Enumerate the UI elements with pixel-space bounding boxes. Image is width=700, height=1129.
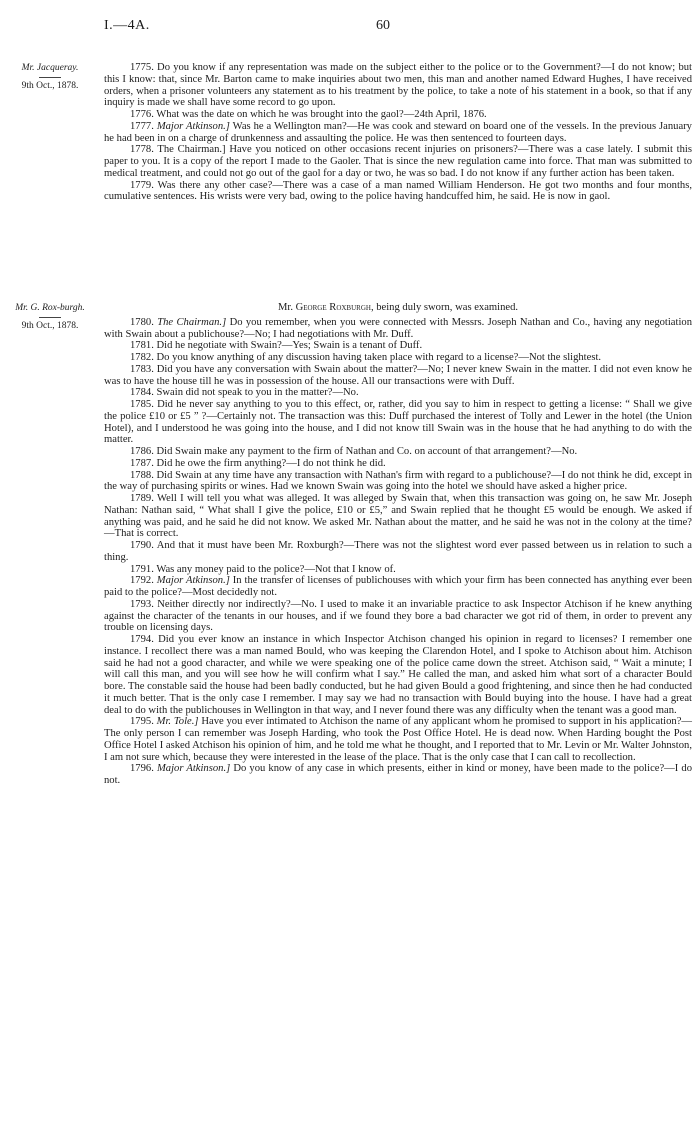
- paragraph-text: Was any money paid to the police?—Not that I know of.: [156, 563, 396, 575]
- paragraph: 1776. What was the date on which he was brought into the gaol?—24th April, 1876.: [130, 109, 487, 120]
- question-number: 1777.: [130, 120, 154, 132]
- paragraph: [104, 599, 692, 634]
- paragraph: 1778. The Chairman.] Have you noticed on other occasions recent injuries on prisoners?—There was a case lately. I submit this paper to you. It is a copy of the report I made to the Gaoler. That is since the new regulation came into force. That man was submitted to medical treatment, and could not go out of the gaol for a day or two, he was so bad. I do not know if any further action has been taken.: [104, 144, 692, 179]
- paragraph-text: Did you ever know an instance in which Inspector Atchison changed his opinion in regard to licenses? I remember one instance. I recollect there was a man named Bould, who was keeping the Clarendon Hotel, and I spoke to Atchison about him. Atchison said he had not a good character, and while we were speaking one of the police came down the street. Atchison said, “ Wait a minute; I will call this man, and you will see how he will confirm what I say.” He called the man, and asked him what sort of a character Bould bore. The constable said the house had been badly conducted, but he had given Bould a good frightening, and since then he had conducted it much better. That is the only case I remember. I may say we had no transaction with Bould buying into the house. I have had a great deal to do with the publichouses in Wellington in that way, and I never found there was any difficulty when the tenant was a good man.: [104, 634, 692, 716]
- margin-note-witness-2: [2, 303, 98, 332]
- section-heading: Mr. George Roxburgh, being duly sworn, was examined.: [277, 302, 519, 313]
- paragraph: [104, 446, 692, 458]
- paragraph: [104, 399, 692, 446]
- paragraph: [104, 387, 692, 399]
- paragraph: [104, 575, 692, 599]
- paragraph-text: Do you remember, when you were connected with Messrs. Joseph Nathan and Co., having any negotiation with Swain about a publichouse?—No; I had negotiations with Mr. Duff.: [104, 316, 692, 340]
- paragraph-text: Did he never say anything to you to this effect, or, rather, did you say to him in respect to getting a license: “ Shall we give the police £10 or £5 ” ?—Certainly not. The transaction was this: Duff purchased the interest of Tolly and Lewer in the hotel (the Union Hotel), and I understood he was going into the house, and I did not know till Swain was in the house that he had anything to do with the matter.: [104, 399, 692, 446]
- paragraph: [104, 716, 692, 763]
- paper-reference: I.—4A.: [104, 18, 150, 33]
- question-number: 1785.: [130, 399, 154, 410]
- paragraph: 1779. Was there any other case?—There was a case of a man named William Henderson. He got two months and four months, cumulative sentences. His wrists were very bad, owing to the police having handcuffed him, he said. He is now in gaol.: [104, 179, 692, 203]
- witness-name: Mr. Jacqueray.: [21, 63, 79, 73]
- paragraph: [104, 493, 692, 540]
- speaker: Major Atkinson.]: [156, 575, 230, 587]
- question-number: 1789.: [130, 493, 154, 504]
- paragraph-text: In the transfer of licenses of publichouses with which your firm has been connected has anything ever been paid to the police?—Most decidedly not.: [104, 575, 692, 598]
- paragraph: [104, 470, 692, 494]
- question-number: 1790.: [130, 540, 154, 551]
- paragraph-text: Was he a Wellington man?—He was cook and steward on board one of the vessels. In the previous January he had been in on a charge of drunkenness and assaulting the police. He was then sentenced to fourteen days.: [104, 120, 692, 144]
- paragraph: [104, 352, 692, 364]
- paragraph-text: Did Swain at any time have any transaction with Nathan's firm with regard to a publichouse?—I do not think he did, except in the way of purchasing spirits or wines. Had we known Swain was going into the hotel we should have asked a higher price.: [104, 469, 692, 493]
- paragraph-text: Do you know anything of any discussion having taken place with regard to a license?—Not the slightest.: [156, 352, 602, 363]
- paragraph: [104, 317, 692, 341]
- paragraph-text: Did he owe the firm anything?—I do not think he did.: [156, 457, 386, 469]
- witness-name: Mr. G. Rox-burgh.: [15, 303, 85, 313]
- paragraph-text: Did you have any conversation with Swain about the matter?—No; I never knew Swain in the matter. I did not even know he was to have the house till he was in possession of the house. All our transactions were with Duff.: [104, 363, 692, 387]
- speaker: Major Atkinson.]: [156, 763, 231, 775]
- question-number: 1786.: [130, 446, 154, 457]
- witness-full-name: George Roxburgh: [295, 302, 371, 313]
- paragraph-text: Neither directly nor indirectly?—No. I used to make it an invariable practice to ask Inspector Atchison if he knew anything against the character of the tenants in our houses, and if we found they bore a bad character we got rid of them, in order to prevent any trouble on licensing days.: [104, 598, 693, 634]
- speaker: Mr. Tole.]: [156, 716, 199, 728]
- paragraph-text: Well I will tell you what was alleged. It was alleged by Swain that, when this transaction was going on, he saw Mr. Joseph Nathan: Nathan said, “ What shall I give the police, £10 or £5,” and Swain replied that he thought £5 would be enough. We asked if anything was paid, and he said he did not know. We asked Mr. Nathan about the matter, and he said he was not in the colony at the time?—That is correct.: [104, 493, 692, 540]
- paragraph: [104, 634, 692, 716]
- question-number: 1792.: [130, 575, 154, 587]
- question-number: 1795.: [130, 716, 154, 728]
- paragraph-text: And that it must have been Mr. Roxburgh?—There was not the slightest word ever passed between us in relation to such a thing.: [104, 540, 692, 563]
- paragraph: [104, 364, 692, 388]
- paragraph-text: Did he negotiate with Swain?—Yes; Swain is a tenant of Duff.: [156, 340, 423, 352]
- paragraph: [104, 340, 692, 352]
- witness-date: 9th Oct., 1878.: [21, 321, 79, 331]
- question-number: 1781.: [130, 340, 154, 352]
- question-number: 1787.: [130, 457, 154, 469]
- speaker: Major Atkinson.]: [156, 120, 230, 132]
- question-number: 1791.: [130, 563, 154, 575]
- question-number: 1783.: [130, 363, 154, 375]
- paragraph: [104, 763, 692, 787]
- paragraph-text: Did Swain make any payment to the firm of Nathan and Co. on account of that arrangement?—No.: [156, 446, 578, 457]
- question-number: 1794.: [130, 634, 154, 645]
- paragraph: 1775. Do you know if any representation was made on the subject either to the police or to the Government?—I do not know; but this I know: that, since Mr. Barton came to make inquiries about two men, this man and another named Edward Hughes, I have received orders, when a prisoner volunteers any statement as to his treatment by the police, to take a note of his statement in a book, so that if any inquiry is made we shall have some record to go upon.: [104, 62, 692, 109]
- page-header: [0, 14, 700, 36]
- qa-list: [104, 317, 692, 787]
- paragraph: [104, 540, 692, 564]
- margin-note-witness-1: [2, 63, 98, 92]
- testimony-section-2: [104, 302, 692, 787]
- question-number: 1796.: [130, 763, 154, 775]
- paragraph-text: Swain did not speak to you in the matter?—No.: [156, 387, 359, 399]
- testimony-section-1: [104, 62, 692, 203]
- paragraph-text: Have you ever intimated to Atchison the name of any applicant whom he promised to support in his application?—The only person I can remember was Joseph Harding, who took the Post Office Hotel. He is dead now. When Harding bought the Post Office Hotel I asked Atchison his opinion of him, and he told me what he thought, and I reported that to Mr. Levin or Mr. Walter Johnston, I am not sure which, because they were interested in the lease of the place. That is the only case that I can call to recollection.: [104, 716, 692, 763]
- question-number: 1780.: [130, 316, 154, 328]
- margin-divider: [39, 317, 61, 318]
- paragraph: [104, 458, 692, 470]
- question-number: 1782.: [130, 352, 154, 363]
- question-number: 1788.: [130, 469, 154, 481]
- question-number: 1793.: [130, 598, 154, 610]
- page-number: 60: [376, 18, 390, 33]
- paragraph: [104, 564, 692, 576]
- speaker: The Chairman.]: [157, 316, 227, 328]
- question-number: 1784.: [130, 387, 154, 399]
- witness-date: 9th Oct., 1878.: [21, 81, 79, 91]
- paragraph-text: Do you know of any case in which presents, either in kind or money, have been made to the police?—I do not.: [104, 763, 692, 786]
- paragraph: [104, 121, 692, 145]
- margin-divider: [39, 77, 61, 78]
